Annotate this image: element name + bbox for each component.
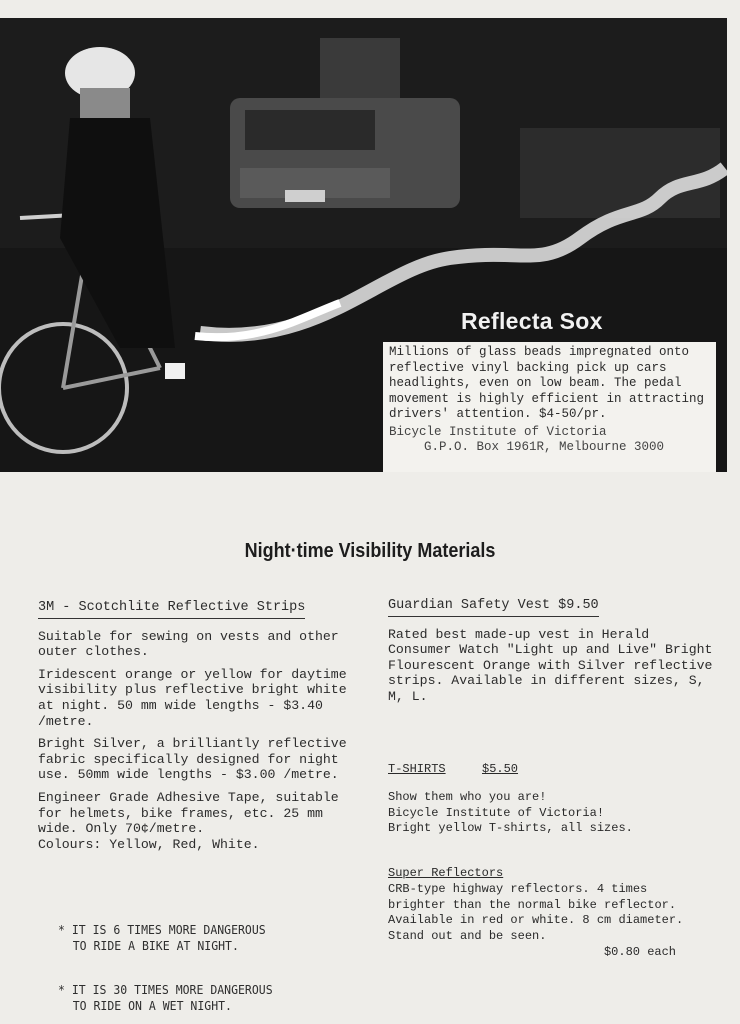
caption-address: G.P.O. Box 1961R, Melbourne 3000 [424,440,665,454]
caption-body: Millions of glass beads impregnated onto reflective vinyl backing pick up cars headlights, even on low beam. The pedal movement is highly efficient in attracting drivers' attention. $4-50/pr. [389,345,705,421]
scotchlite-para-3: Bright Silver, a brilliantly reflective fabric specifically designed for night use. 50mm wide lengths - $3.00 /metre. [38,736,347,783]
page-heading: Night·time Visibility Materials [244,540,496,562]
scotchlite-title [38,600,358,619]
tshirt-line-1: Show them who you are! [388,789,547,804]
warning-wet-line1: * IT IS 30 TIMES MORE DANGEROUS [58,982,273,997]
tshirt-section [388,762,718,837]
scotchlite-colours: Colours: Yellow, Red, White. [38,836,260,852]
warning-night-line1: * IT IS 6 TIMES MORE DANGEROUS [58,922,266,937]
guardian-title-line [388,598,599,617]
scotchlite-para-4: Engineer Grade Adhesive Tape, suitable for helmets, bike frames, etc. 25 mm wide. Only 70¢/metre. [38,789,339,837]
scotchlite-section [38,600,358,859]
caption-address-block [389,425,710,456]
caption-org: Bicycle Institute of Victoria [389,424,607,439]
warning-wet-line2: TO RIDE ON A WET NIGHT. [72,998,232,1013]
guardian-title [388,598,718,617]
super-reflectors-body: CRB-type highway reflectors. 4 times brighter than the normal bike reflector. Available in red or white. 8 cm diameter. Stand out and be seen. [388,881,684,944]
guardian-price: $9.50 [558,598,599,613]
tshirt-line-3: Bright yellow T-shirts, all sizes. [388,821,633,836]
guardian-title-text: Guardian Safety Vest [388,598,551,613]
super-reflectors-price: $0.80 each [603,944,676,959]
scotchlite-title-text: 3M - Scotchlite Reflective Strips [38,600,305,619]
caption-box [383,342,716,472]
tshirt-title: T-SHIRTS [388,762,446,776]
reflecta-sox-photo [0,18,727,472]
guardian-section [388,598,718,712]
super-reflectors-section [388,866,688,961]
tshirt-header [388,762,718,778]
super-reflectors-title: Super Reflectors [388,866,504,880]
warning-wet [58,982,273,1014]
tshirt-line-2: Bicycle Institute of Victoria! [388,805,605,820]
warning-night-line2: TO RIDE A BIKE AT NIGHT. [72,938,239,953]
warning-night [58,922,266,954]
tshirt-price: $5.50 [482,762,519,776]
scotchlite-para-2: Iridescent orange or yellow for daytime visibility plus reflective bright white at night. 50 mm wide lengths - $3.40 /metre. [38,666,347,729]
scotchlite-para-1: Suitable for sewing on vests and other outer clothes. [38,628,339,660]
product-title: Reflecta Sox [461,308,603,334]
guardian-body: Rated best made-up vest in Herald Consumer Watch "Light up and Live" Bright Flourescent Orange with Silver reflective strips. Available in different sizes, S, M, L. [388,626,713,704]
